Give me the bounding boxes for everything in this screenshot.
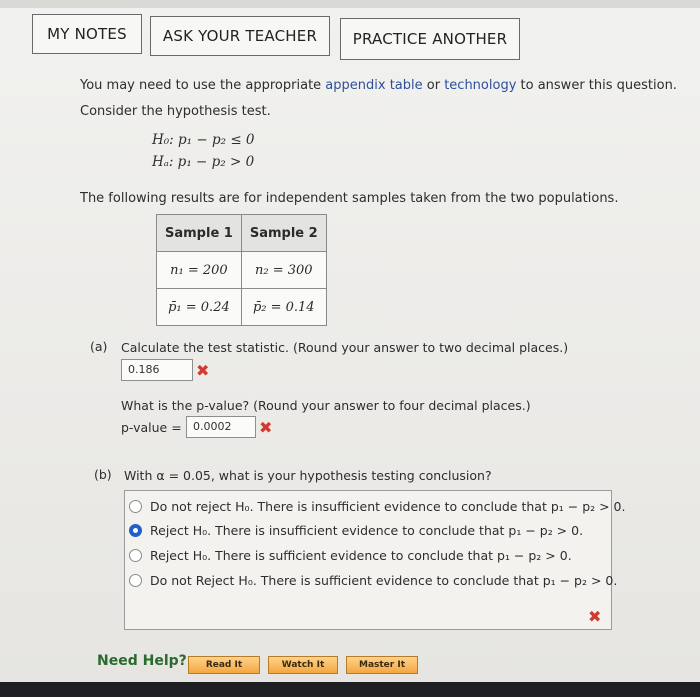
- p1-cell: p̄₁ = 0.24: [157, 289, 242, 326]
- top-band: [0, 0, 700, 8]
- watch-it-button[interactable]: Watch It: [268, 656, 338, 674]
- x-mark-icon: ✖: [196, 361, 210, 380]
- option-label: Reject H₀. There is insufficient evidence to conclude that p₁ − p₂ > 0.: [150, 522, 584, 538]
- option-do-not-reject-sufficient[interactable]: [129, 569, 617, 591]
- n2-cell: n₂ = 300: [241, 252, 326, 289]
- x-mark-icon: ✖: [259, 418, 273, 437]
- results-text: The following results are for independent samples taken from the two populations.: [80, 191, 619, 206]
- null-hypothesis: H₀: p₁ − p₂ ≤ 0: [152, 132, 255, 148]
- conclusion-options: [124, 490, 626, 630]
- intro-text: [80, 78, 677, 93]
- table-row: [157, 289, 327, 326]
- alternative-hypothesis: Hₐ: p₁ − p₂ > 0: [152, 154, 255, 170]
- ask-your-teacher-button[interactable]: ASK YOUR TEACHER: [150, 16, 330, 56]
- practice-another-button[interactable]: PRACTICE ANOTHER: [340, 18, 520, 60]
- pvalue-question: What is the p-value? (Round your answer to four decimal places.): [121, 398, 531, 413]
- option-label: Do not Reject H₀. There is sufficient evidence to conclude that p₁ − p₂ > 0.: [150, 572, 618, 588]
- part-a-question: Calculate the test statistic. (Round your answer to two decimal places.): [121, 340, 569, 355]
- intro-middle: or: [422, 78, 445, 93]
- my-notes-button[interactable]: MY NOTES: [32, 14, 142, 54]
- part-a-label: (a): [90, 339, 108, 354]
- option-label: Do not reject H₀. There is insufficient evidence to conclude that p₁ − p₂ > 0.: [150, 498, 626, 514]
- p2-cell: p̄₂ = 0.14: [241, 289, 326, 326]
- technology-link[interactable]: technology: [444, 78, 517, 93]
- option-reject-sufficient[interactable]: [129, 544, 572, 566]
- intro-prefix: You may need to use the appropriate: [80, 78, 326, 93]
- part-b-question: With α = 0.05, what is your hypothesis testing conclusion?: [124, 468, 492, 483]
- pvalue-input[interactable]: 0.0002: [186, 416, 256, 438]
- table-row: [157, 252, 327, 289]
- sample-2-header: Sample 2: [241, 215, 326, 252]
- table-header-row: [157, 215, 327, 252]
- need-help-label: Need Help?: [97, 653, 187, 669]
- radio-button-selected[interactable]: [129, 524, 142, 537]
- read-it-button[interactable]: Read It: [188, 656, 260, 674]
- part-b-label: (b): [94, 467, 112, 482]
- pvalue-label: p-value =: [121, 420, 182, 435]
- x-mark-icon: ✖: [588, 607, 602, 626]
- consider-text: Consider the hypothesis test.: [80, 104, 271, 119]
- option-label: Reject H₀. There is sufficient evidence to conclude that p₁ − p₂ > 0.: [150, 547, 572, 563]
- intro-suffix: to answer this question.: [516, 78, 677, 93]
- radio-button[interactable]: [129, 574, 142, 587]
- appendix-table-link[interactable]: appendix table: [325, 78, 423, 93]
- test-statistic-input[interactable]: 0.186: [121, 359, 193, 381]
- master-it-button[interactable]: Master It: [346, 656, 418, 674]
- screen-bezel: [0, 682, 700, 697]
- radio-button[interactable]: [129, 500, 142, 513]
- radio-button[interactable]: [129, 549, 142, 562]
- n1-cell: n₁ = 200: [157, 252, 242, 289]
- sample-1-header: Sample 1: [157, 215, 242, 252]
- option-reject-insufficient[interactable]: [129, 519, 583, 541]
- samples-table: [156, 214, 327, 326]
- option-do-not-reject-insufficient[interactable]: [129, 495, 626, 517]
